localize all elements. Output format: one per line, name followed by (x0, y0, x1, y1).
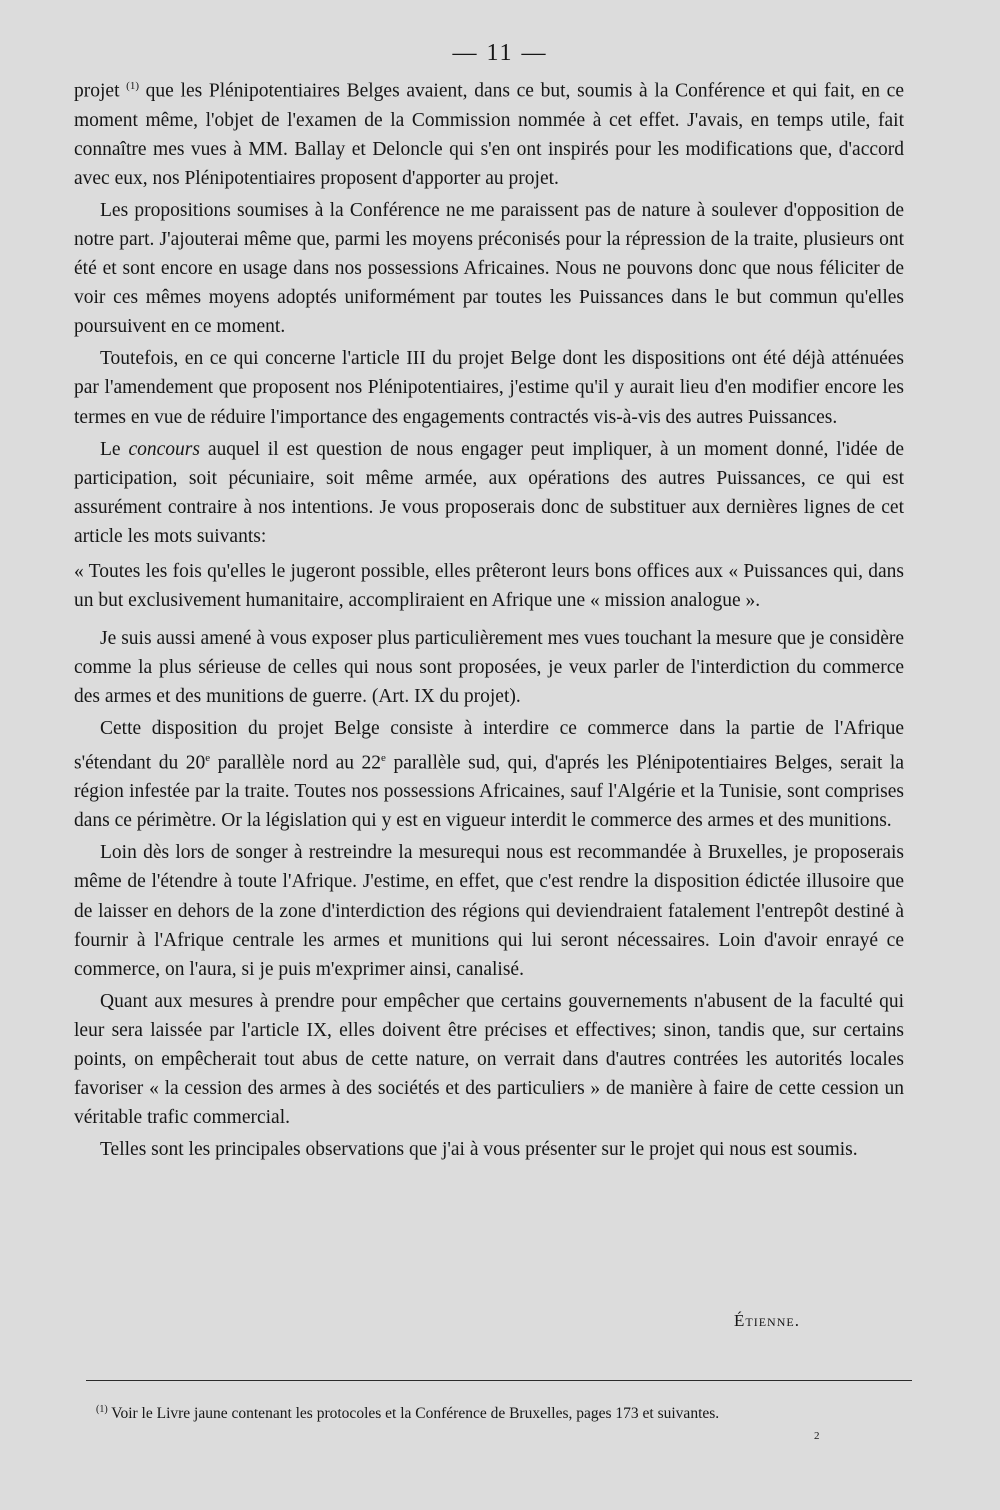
paragraph-2: Les propositions soumises à la Conférence ne me paraissent pas de nature à soulever d'opposition de notre part. J'ajouterai même que, parmi les moyens préconisés pour la répression de la traite, plusieurs ont été et sont encore en usage dans nos possessions Africaines. Nous ne pouvons donc que nous féliciter de voir ces mêmes moyens adoptés uniformément par toutes les Puissances dans le but commun qu'elles poursuivent en ce moment. (74, 199, 904, 338)
page-number: — 11 — (452, 40, 548, 66)
footnote (96, 1404, 896, 1423)
italic-term: concours (128, 438, 200, 460)
footnote-marker: (1) (96, 1404, 108, 1415)
body-text (74, 72, 904, 1167)
paragraph-1 (74, 72, 904, 193)
signature: Étienne. (734, 1311, 800, 1330)
paragraph-4-start: Le (100, 438, 129, 460)
paragraph-3: Toutefois, en ce qui concerne l'article III du projet Belge dont les dispositions ont été déjà atténuées par l'amendement que proposent nos Plénipotentiaires, j'estime qu'il y aurait lieu d'en modifier encore les termes en vue de réduire l'importance des engagements contractés vis-à-vis des autres Puissances. (74, 348, 904, 428)
paragraph-1-start: projet (74, 80, 127, 102)
paragraph-1-text: que les Plénipotentiaires Belges avaient, dans ce but, soumis à la Conférence et qui fait, en ce moment même, l'objet de l'examen de la Commission nommée à cet effet. J'avais, en temps utile, fait connaître mes vues à MM. Ballay et Deloncle qui s'en ont inspirés pour les modifications que, d'accord avec eux, nos Plénipotentiaires proposent d'apporter au projet. (74, 80, 904, 189)
paragraph-6 (74, 714, 904, 835)
paragraph-6-part-c: parallèle sud, qui, d'aprés les Plénipotentiaires Belges, serait la région infestée par la traite. Toutes nos possessions Africaines, sauf l'Algérie et la Tunisie, sont comprises dans ce périmètre. Or la législation qui y est en vigueur interdit le commerce des armes et des munitions. (74, 752, 905, 832)
paragraph-4 (74, 435, 904, 551)
footnote-reference: (1) (126, 80, 139, 92)
paragraph-4-text: auquel il est question de nous engager peut impliquer, à un moment donné, l'idée de participation, soit pécuniaire, soit même armée, aux opérations des autres Puissances, ce qui est assurément contraire à nos intentions. Je vous proposerais donc de substituer aux dernières lignes de cet article les mots suivants: (74, 438, 904, 547)
paragraph-6-part-b: parallèle nord au 22 (210, 752, 382, 774)
ordinal-suffix: e (381, 751, 386, 764)
footnote-text: Voir le Livre jaune contenant les protocoles et la Conférence de Bruxelles, pages 173 et suivantes. (107, 1405, 720, 1423)
paragraph-8: Quant aux mesures à prendre pour empêcher que certains gouvernements n'abusent de la faculté qui leur sera laissée par l'article IX, elles doivent être précises et effectives; sinon, tandis que, sur certains points, on empêcherait tout abus de cette nature, on verrait dans d'autres contrées les autorités locales favoriser « la cession des armes à des sociétés et des particuliers » de manière à faire de cette cession un véritable trafic commercial. (74, 990, 904, 1129)
paragraph-7: Loin dès lors de songer à restreindre la mesurequi nous est recommandée à Bruxelles, je proposerais même de l'étendre à toute l'Afrique. J'estime, en effet, que c'est rendre la disposition édictée illusoire que de laisser en dehors de la zone d'interdiction des régions qui deviendraient fatalement l'entrepôt destiné à fournir à l'Afrique centrale les armes et munitions qui lui seront nécessaires. Loin d'avoir enrayé ce commerce, on l'aura, si je puis m'exprimer ainsi, canalisé. (74, 842, 904, 980)
quoted-amendment: « Toutes les fois qu'elles le jugeront possible, elles prêteront leurs bons offices aux « Puissances qui, dans un but exclusivement humanitaire, accompliraient en Afrique une « mission analogue ». (74, 561, 904, 612)
footnote-divider (86, 1380, 912, 1381)
paragraph-9: Telles sont les principales observations que j'ai à vous présenter sur le projet qui nous est soumis. (100, 1139, 858, 1161)
paragraph-5: Je suis aussi amené à vous exposer plus particulièrement mes vues touchant la mesure que je considère comme la plus sérieuse de celles qui nous sont proposées, je veux parler de l'interdiction du commerce des armes et des munitions de guerre. (Art. IX du projet). (74, 628, 904, 708)
ordinal-suffix: e (205, 751, 211, 764)
paragraph-6-part-a: Cette disposition du projet Belge consiste à interdire ce commerce dans la partie de l'Afrique s'étendant du 20 (74, 718, 904, 774)
sheet-signature-mark: 2 (814, 1430, 820, 1442)
